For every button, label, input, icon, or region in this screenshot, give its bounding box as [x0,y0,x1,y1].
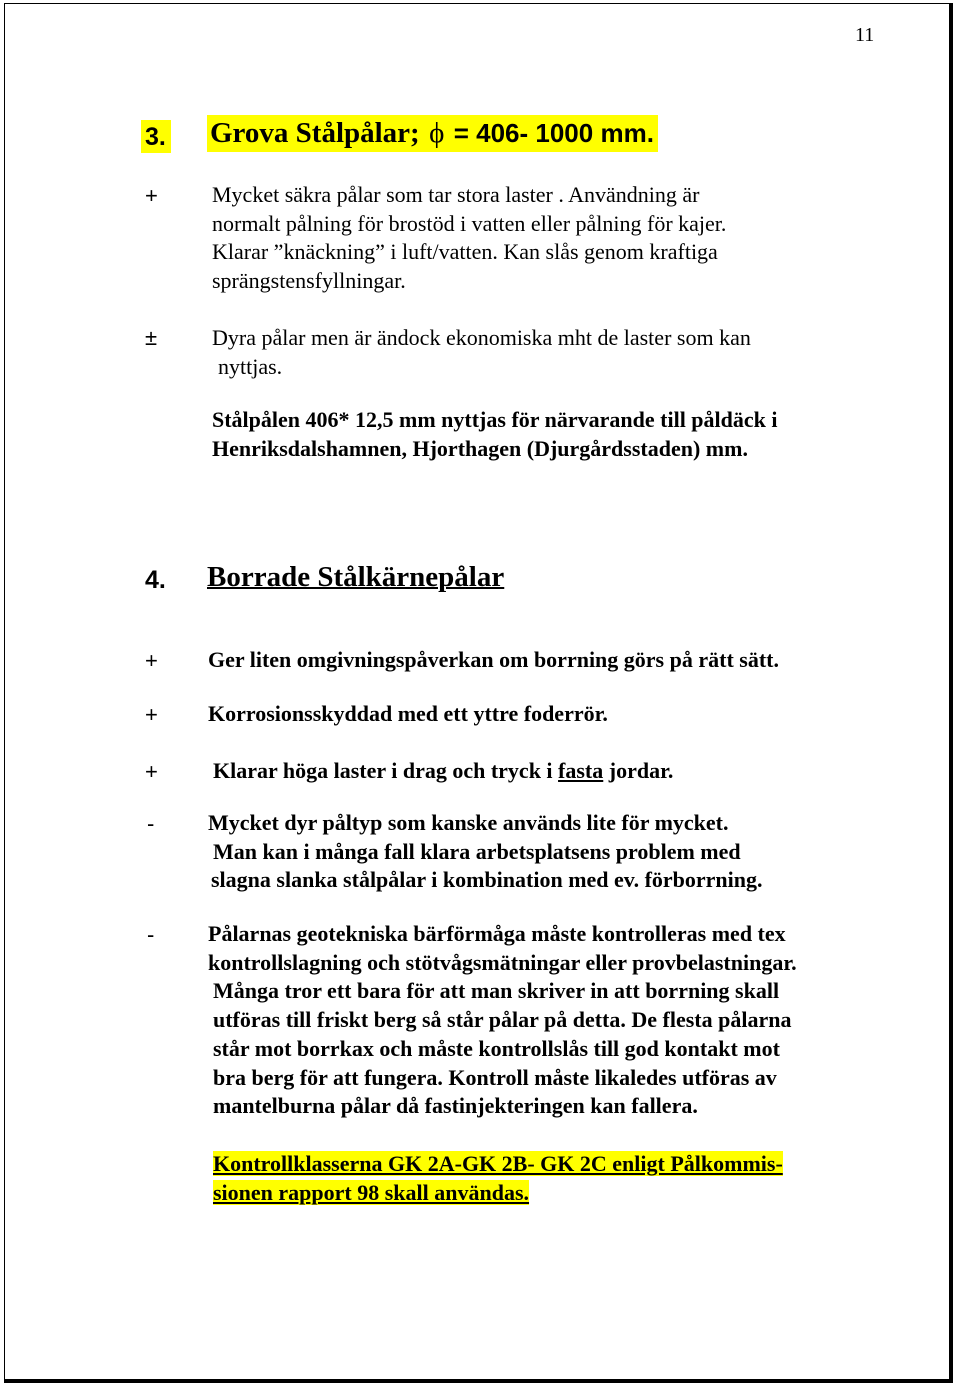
highlight-note [213,1150,783,1207]
text-line: Mycket dyr påltyp som kanske används lite för mycket. [208,810,729,835]
bullet-marker-minus: - [147,922,155,947]
s4-item-3: Klarar höga laster i drag och tryck i fasta jordar. [213,758,674,783]
s3-note [212,406,778,463]
bullet-marker-plus: + [145,702,158,727]
section-3-number: 3. [141,120,171,153]
s4-item-1: Ger liten omgivningspåverkan om borrning görs på rätt sätt. [208,647,779,672]
section-4-title: Borrade Stålkärnepålar [207,561,505,593]
section-4-number: 4. [145,566,166,594]
bullet-marker-plusminus: ± [145,325,158,350]
highlighted-line: Kontrollklasserna GK 2A-GK 2B- GK 2C enligt Pålkommis- [213,1151,783,1176]
s4-item-5 [208,920,797,1121]
s4-item-4 [208,809,763,895]
highlighted-line: sionen rapport 98 skall användas. [213,1179,530,1205]
bullet-marker-plus: + [145,759,158,784]
bullet-marker-plus: + [145,183,158,208]
text-line: normalt pålning för brostöd i vatten eller pålning för kajer. [212,210,727,236]
section-3-title-part2: = 406- 1000 mm. [453,118,654,148]
s3-item-2 [212,324,751,381]
s4-item-2: Korrosionsskyddad med ett yttre foderrör. [208,701,608,726]
text-line: kontrollslagning och stötvågsmätningar eller provbelastningar. [208,949,797,975]
text-line: Henriksdalshamnen, Hjorthagen (Djurgårdsstaden) mm. [212,435,748,461]
bullet-marker-plus: + [145,648,158,673]
section-3-title-part1: Grova Stålpålar; [210,117,420,149]
page-number: 11 [855,24,875,46]
text-line: Man kan i många fall klara arbetsplatsens problem med [213,838,741,864]
text-line: Dyra pålar men är ändock ekonomiska mht de laster som kan [212,325,751,350]
text-line: nyttjas. [218,353,283,379]
text-line: mantelburna pålar då fastinjekteringen kan fallera. [213,1093,698,1119]
text-line: står mot borrkax och måste kontrollslås till god kontakt mot [213,1035,780,1061]
section-3-title [207,115,658,152]
text-line: Pålarnas geotekniska bärförmåga måste kontrolleras med tex [208,921,786,946]
s3-item-1 [212,181,726,296]
text-line: Många tror ett bara för att man skriver in att borrning skall [213,978,780,1004]
text-line: bra berg för att fungera. Kontroll måste likaledes utföras av [213,1064,777,1090]
phi-symbol: ϕ [429,117,445,149]
underlined-word: fasta [558,758,604,783]
text-line: utföras till friskt berg så står pålar på detta. De flesta pålarna [213,1007,792,1033]
bullet-marker-minus: - [147,811,155,836]
text-line: Mycket säkra pålar som tar stora laster . Användning är [212,182,700,207]
text-line: slagna slanka stålpålar i kombination med ev. förborrning. [211,867,763,893]
text-line: sprängstensfyllningar. [212,268,406,294]
text-line: Klarar ”knäckning” i luft/vatten. Kan slås genom kraftiga [212,239,718,265]
text-line: Stålpålen 406* 12,5 mm nyttjas för närvarande till påldäck i [212,407,778,432]
